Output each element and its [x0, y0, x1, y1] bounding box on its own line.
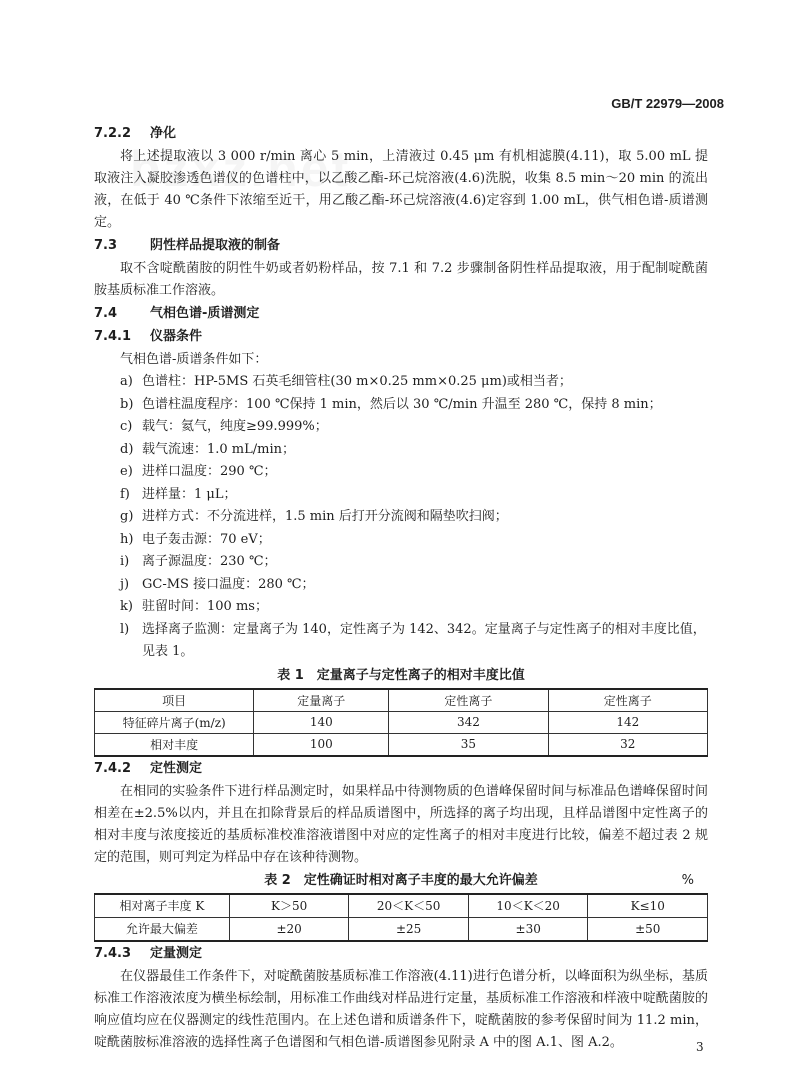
list-item: f) 进样量：1 μL；	[120, 486, 237, 502]
section-heading-7-4-1: 7.4.1 仪器条件	[94, 329, 203, 344]
table-cell: 32	[548, 733, 707, 756]
list-item: k) 驻留时间：100 ms；	[120, 599, 268, 614]
table-cell: 35	[389, 733, 548, 756]
table-2-unit: %	[681, 872, 694, 888]
list-item: h) 电子轰击源：70 eV；	[120, 531, 271, 547]
paragraph-qualitative: 在相同的实验条件下进行样品测定时，如果样品中待测物质的色谱峰保留时间与标准品色谱峰保留时间相差在±2.5%以内，并且在扣除背景后的样品质谱图中，所选择的离子均出现，且样品谱图中定性离子的相对丰度与浓度接近的基质标准校准溶液谱图中对应的定性离子的相对丰度进行比较，偏差不超过表 2 规定的范围，则可判定为样品中存在该种待测物。	[94, 783, 708, 865]
table-cell: 100	[254, 733, 389, 756]
table-1	[94, 688, 708, 757]
table-header-cell: 定量离子	[254, 689, 389, 712]
list-item: e) 进样口温度：290 ℃；	[120, 464, 277, 479]
table-cell: 相对丰度	[95, 733, 254, 756]
table-2	[94, 893, 708, 942]
table-cell: 相对离子丰度 K	[95, 894, 230, 918]
table-cell: 20＜K＜50	[349, 894, 469, 918]
table-row	[95, 917, 708, 941]
table-header-cell: 项目	[95, 689, 254, 712]
list-item: g) 进样方式：不分流进样，1.5 min 后打开分流阀和隔垫吹扫阀；	[120, 509, 508, 524]
table-header-cell: 定性离子	[548, 689, 707, 712]
instrument-conditions-list	[94, 371, 708, 664]
table-2-caption: 表 2 定性确证时相对离子丰度的最大允许偏差 %	[94, 869, 708, 893]
paragraph-cleanup: 将上述提取液以 3 000 r/min 离心 5 min，上清液过 0.45 μm 有机相滤膜(4.11)，取 5.00 mL 提取液注入凝胶渗透色谱仪的色谱柱中，以乙酸乙酯-环己烷溶液(4.6)洗脱，收集 8.5 min～20 min 的流出液，在低于 40 ℃条件下浓缩至近干，用乙酸乙酯-环己烷溶液(4.6)定容到 1.00 mL，供气相色谱-质谱测定。	[94, 149, 708, 230]
table-cell: 特征碎片离子(m/z)	[95, 711, 254, 733]
document-body	[94, 122, 708, 1054]
table-cell: ±25	[349, 917, 469, 941]
list-item: d) 载气流速：1.0 mL/min；	[120, 441, 296, 457]
section-heading-7-4-2: 7.4.2 定性测定	[94, 760, 203, 776]
table-header-row	[95, 689, 708, 712]
table-header-cell: 定性离子	[389, 689, 548, 712]
paragraph-instrument-intro: 气相色谱-质谱条件如下：	[120, 352, 268, 367]
table-row	[95, 733, 708, 756]
table-cell: 142	[548, 711, 707, 733]
section-heading-7-2-2: 7.2.2 净化	[94, 126, 177, 141]
paragraph-negative-sample: 取不含啶酰菌胺的阴性牛奶或者奶粉样品，按 7.1 和 7.2 步骤制备阴性样品提取液，用于配制啶酰菌胺基质标准工作溶液。	[94, 261, 708, 298]
table-cell: ±50	[588, 917, 708, 941]
table-row	[95, 711, 708, 733]
list-item: a) 色谱柱：HP-5MS 石英毛细管柱(30 m×0.25 mm×0.25 μm)或相当者；	[120, 374, 572, 389]
section-heading-7-3: 7.3 阴性样品提取液的制备	[94, 238, 281, 253]
list-item: b) 色谱柱温度程序：100 ℃保持 1 min，然后以 30 ℃/min 升温至 280 ℃，保持 8 min；	[120, 396, 662, 412]
list-item: c) 载气：氦气，纯度≥99.999%；	[120, 419, 328, 434]
list-item: j) GC-MS 接口温度：280 ℃；	[120, 576, 315, 592]
table-cell: 342	[389, 711, 548, 733]
table-cell: 允许最大偏差	[95, 917, 230, 941]
table-cell: ±30	[468, 917, 588, 941]
table-cell: ±20	[229, 917, 349, 941]
table-cell: 10＜K＜20	[468, 894, 588, 918]
paragraph-quantitative: 在仪器最佳工作条件下，对啶酰菌胺基质标准工作溶液(4.11)进行色谱分析，以峰面积为纵坐标，基质标准工作溶液浓度为横坐标绘制，用标准工作曲线对样品进行定量，基质标准工作溶液和样液中啶酰菌胺的响应值均应在仪器测定的线性范围内。在上述色谱和质谱条件下，啶酰菌胺的参考保留时间为 11.2 min，啶酰菌胺标准溶液的选择性离子色谱图和气相色谱-质谱图参见附录 A 中的图 A.1、图 A.2。	[94, 968, 708, 1050]
page-number: 3	[696, 1040, 704, 1054]
table-row	[95, 894, 708, 918]
list-item: i) 离子源温度：230 ℃；	[120, 554, 277, 569]
table-cell: 140	[254, 711, 389, 733]
list-item: l) 选择离子监测：定量离子为 140，定性离子为 142、342。定量离子与定性离子的相对丰度比值，见表 1。	[120, 621, 706, 659]
table-1-caption: 表 1 定量离子与定性离子的相对丰度比值	[277, 667, 525, 683]
standard-code: GB/T 22979—2008	[611, 96, 724, 111]
table-cell: K＞50	[229, 894, 349, 918]
section-heading-7-4: 7.4 气相色谱-质谱测定	[94, 306, 260, 321]
section-heading-7-4-3: 7.4.3 定量测定	[94, 945, 203, 961]
table-cell: K≤10	[588, 894, 708, 918]
